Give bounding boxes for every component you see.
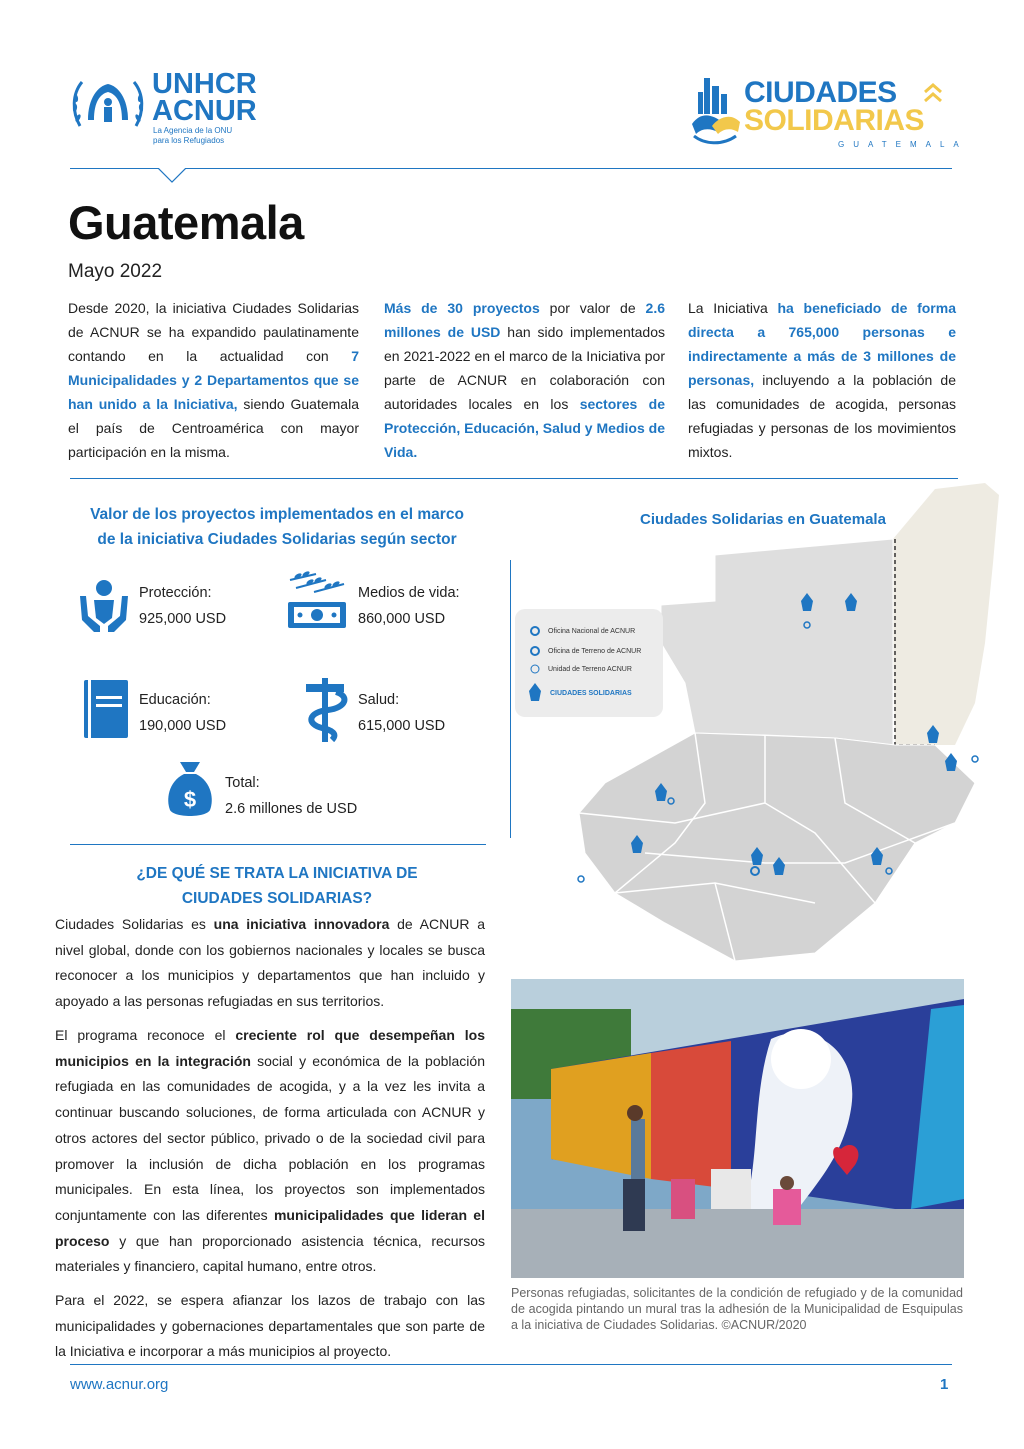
about-p2-text-a: El programa reconoce el xyxy=(55,1027,236,1043)
intro-col3-text-a: La Iniciativa xyxy=(688,300,778,316)
health-stat xyxy=(358,687,445,739)
about-paragraph-2 xyxy=(55,1023,485,1280)
intro-col2-highlight-3: sectores de Protección, Educación, Salud y Medios de Vida. xyxy=(384,396,665,460)
intro-col1-highlight: 7 Municipalidades y 2 Departamentos que se han unido a la Iniciativa, xyxy=(68,348,359,412)
footer-url-link[interactable]: www.acnur.org xyxy=(70,1376,169,1393)
education-stat xyxy=(139,687,226,739)
city-hands-icon xyxy=(688,72,744,152)
footer-divider xyxy=(70,1364,952,1365)
guatemala-map xyxy=(515,483,1005,963)
guatemala-sublabel: GUATEMALA xyxy=(838,140,968,149)
about-p1-bold: una iniciativa innovadora xyxy=(213,916,390,932)
education-value: 190,000 USD xyxy=(139,718,227,734)
intro-col2-highlight-1: Más de 30 proyectos xyxy=(384,300,540,316)
education-icon xyxy=(82,678,130,740)
legend-national-office: Oficina Nacional de ACNUR xyxy=(548,628,636,635)
solidarias-wordmark: SOLIDARIAS xyxy=(744,104,925,137)
total-stat xyxy=(225,770,357,822)
projects-title xyxy=(70,502,484,552)
header-divider xyxy=(70,168,952,169)
about-p2-text-e: y que han proporcionado asistencia técnica, recursos materiales y financiero, capital humano, entre otros. xyxy=(55,1232,485,1275)
intro-column-3 xyxy=(688,296,956,464)
page-title: Guatemala xyxy=(68,196,304,249)
about-title-line-2: CIUDADES SOLIDARIAS? xyxy=(181,890,373,907)
intro-col2-text-b: han sido implementados en 2021-2022 en el marco de la Iniciativa por parte de ACNUR en colaboración con autoridades locales en los xyxy=(384,324,665,412)
about-paragraph-3 xyxy=(55,1288,485,1365)
header-notch-icon xyxy=(158,168,186,184)
protection-stat xyxy=(139,580,226,632)
ciudades-wordmark: CIUDADES xyxy=(744,76,897,109)
legend-field-office: Oficina de Terreno de ACNUR xyxy=(548,648,642,655)
legend-field-unit: Unidad de Terreno ACNUR xyxy=(548,666,632,673)
photo-caption: Personas refugiadas, solicitantes de la condición de refugiado y de la comunidad de acogida pintando un mural tras la adhesión de la Municipalidad de Esquipulas a la iniciativa de Ciudades Solidarias. ©ACNUR/2020 xyxy=(511,1286,963,1332)
about-p3-text: Para el 2022, se espera afianzar los lazos de trabajo con las municipalidades y gobernaciones departamentales que son parte de la Iniciativa e incorporar a más municipios al proyecto. xyxy=(55,1292,485,1360)
column-separator xyxy=(510,560,511,838)
svg-text:$: $ xyxy=(183,787,197,812)
projects-divider xyxy=(70,844,486,845)
health-label: Salud: xyxy=(358,692,400,708)
health-icon xyxy=(298,678,352,742)
total-label: Total: xyxy=(225,775,260,791)
protection-icon xyxy=(76,578,132,634)
legend-ciudades-logo: CIUDADES SOLIDARIAS xyxy=(550,690,632,697)
intro-column-2 xyxy=(384,296,665,464)
page-date: Mayo 2022 xyxy=(68,261,163,282)
unhcr-wordmark: UNHCR xyxy=(152,68,257,100)
livelihood-label: Medios de vida: xyxy=(358,585,460,601)
unhcr-emblem-icon xyxy=(70,72,146,136)
about-p1-text-c: de ACNUR a nivel global, donde con los gobiernos nacionales y locales se busca reconocer a los municipios y departamentos que han incluido y apoyado a las personas refugiadas en sus territorios. xyxy=(55,916,485,1010)
education-label: Educación: xyxy=(139,692,211,708)
livelihood-stat xyxy=(358,580,460,632)
intro-col1-text-a: Desde 2020, la iniciativa Ciudades Solidarias de ACNUR se ha expandido paulatinamente contando en la actualidad con xyxy=(68,300,359,364)
map-title: Ciudades Solidarias en Guatemala xyxy=(640,511,886,528)
chevron-up-icon xyxy=(922,82,944,104)
about-paragraph-1 xyxy=(55,912,485,1015)
about-title-line-1: ¿DE QUÉ SE TRATA LA INICIATIVA DE xyxy=(136,865,418,882)
about-p1-text-a: Ciudades Solidarias es xyxy=(55,916,214,932)
about-title xyxy=(70,861,484,911)
mural-photo xyxy=(511,979,964,1278)
projects-title-line-2: de la iniciativa Ciudades Solidarias según sector xyxy=(97,531,457,548)
about-p2-bold-1: creciente rol que desempeñan los municipios en la integración xyxy=(55,1027,485,1069)
acnur-wordmark: ACNUR xyxy=(152,95,257,127)
intro-col2-text-a: por valor de xyxy=(539,300,646,316)
total-value: 2.6 millones de USD xyxy=(225,801,358,817)
intro-column-1 xyxy=(68,296,359,464)
intro-col2-highlight-2: 2.6 millones de USD xyxy=(384,300,665,340)
projects-title-line-1: Valor de los proyectos implementados en el marco xyxy=(90,506,464,523)
unhcr-logo xyxy=(70,70,270,150)
unhcr-tagline-1: La Agencia de la ONU xyxy=(153,126,233,135)
health-value: 615,000 USD xyxy=(358,718,446,734)
page-number: 1 xyxy=(940,1376,949,1393)
livelihood-icon xyxy=(286,570,348,628)
money-bag-icon xyxy=(166,760,214,820)
about-p2-text-c: social y económica de la población refugiada en las comunidades de acogida, y a la vez les invita a continuar buscando soluciones, de forma articulada con ACNUR y otros actores del sector público, privado o de la sociedad civil para promover la inclusión de dicha población en los programas municipales. En esta línea, los proyectos son implementados conjuntamente con las diferentes xyxy=(55,1052,485,1223)
livelihood-value: 860,000 USD xyxy=(358,611,446,627)
intro-col3-highlight: ha beneficiado de forma directa a 765,000 personas e indirectamente a más de 3 millones de personas, xyxy=(688,300,956,388)
intro-col3-text-b: incluyendo a la población de las comunidades de acogida, personas refugiadas y personas de los movimientos mixtos. xyxy=(688,372,956,460)
protection-label: Protección: xyxy=(139,585,212,601)
intro-divider xyxy=(70,478,958,479)
intro-col1-text-b: siendo Guatemala el país de Centroamérica con mayor participación en la misma. xyxy=(68,396,359,460)
protection-value: 925,000 USD xyxy=(139,611,227,627)
ciudades-solidarias-logo xyxy=(688,72,968,154)
about-p2-bold-2: municipalidades que lideran el proceso xyxy=(55,1206,485,1249)
unhcr-tagline-2: para los Refugiados xyxy=(153,136,225,145)
